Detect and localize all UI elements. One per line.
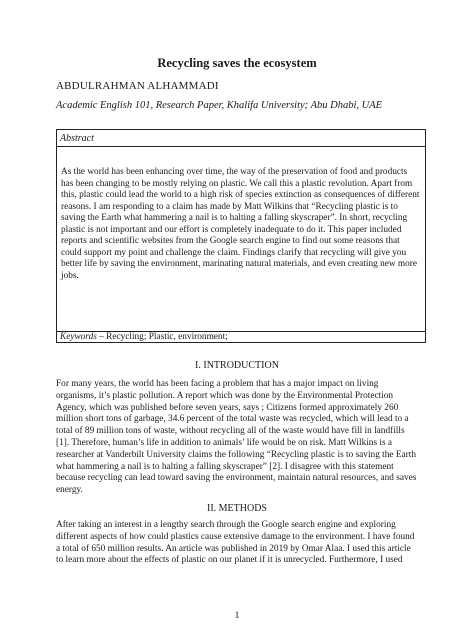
abstract-divider <box>57 146 425 147</box>
keywords-text: – Recycling; Plastic, environment; <box>96 332 228 342</box>
abstract-text: As the world has been enhancing over time, the way of the preservation of food and products has been changing to be mostly relying on plastic. We call this a plastic revolution. Apart from this, plastic could lead the world to a high risk of species extinction as consequences of different reasons. I am responding to a claim has made by Matt Wilkins that “Recycling plastic is to saving the Earth what hammering a nail is to halting a falling skyscraper”. In short, recycling plastic is not important and our effort is completely inadequate to do it. This paper included reports and scientific websites from the Google search engine to find out some reasons that could support my point and challenge the claim. Findings clarify that recycling will give you better life by saving the environment, marinating natural materials, and even creating new more jobs. <box>61 167 420 281</box>
abstract-label: Abstract <box>60 133 94 144</box>
section-heading-methods: II. METHODS <box>207 503 267 514</box>
author-name: ABDULRAHMAN ALHAMMADI <box>56 80 219 92</box>
keywords-label: Keywords <box>60 332 97 342</box>
paper-title: Recycling saves the ecosystem <box>157 56 317 70</box>
section-heading-introduction: I. INTRODUCTION <box>195 360 279 371</box>
author-affiliation: Academic English 101, Research Paper, Khalifa University; Abu Dhabi, UAE <box>56 100 383 111</box>
abstract-box <box>56 129 426 343</box>
section-text-introduction: For many years, the world has been facing a problem that has a major impact on living organisms, it’s plastic pollution. A report which was done by the Environmental Protection Agency, which was published before seven years, says ; Citizens formed approximately 260 million short tons of garbage, 34.6 percent of the total waste was recycled, which will lead to a total of 89 million tons of waste, without recycling all of the waste would have fill in landfills [1]. Therefore, human’s life in addition to animals’ life would be on risk. Matt Wilkins is a researcher at Vanderbilt University claims the following “Recycling plastic is to saving the Earth what hammering a nail is to halting a falling skyscraper” [2]. I disagree with this statement because recycling can lead toward saving the environment, maintain natural resources, and saves energy. <box>56 379 417 496</box>
keywords-line <box>60 332 228 343</box>
page-number: 1 <box>234 611 240 621</box>
section-text-methods: After taking an interest in a lengthy search through the Google search engine and exploring different aspects of how could plastics cause extensive damage to the environment. I have found a total of 650 million results. An article was published in 2019 by Omar Alaa. I used this article to learn more about the effects of plastic on our planet if it is unrecycled. Furthermore, I used <box>56 520 415 566</box>
